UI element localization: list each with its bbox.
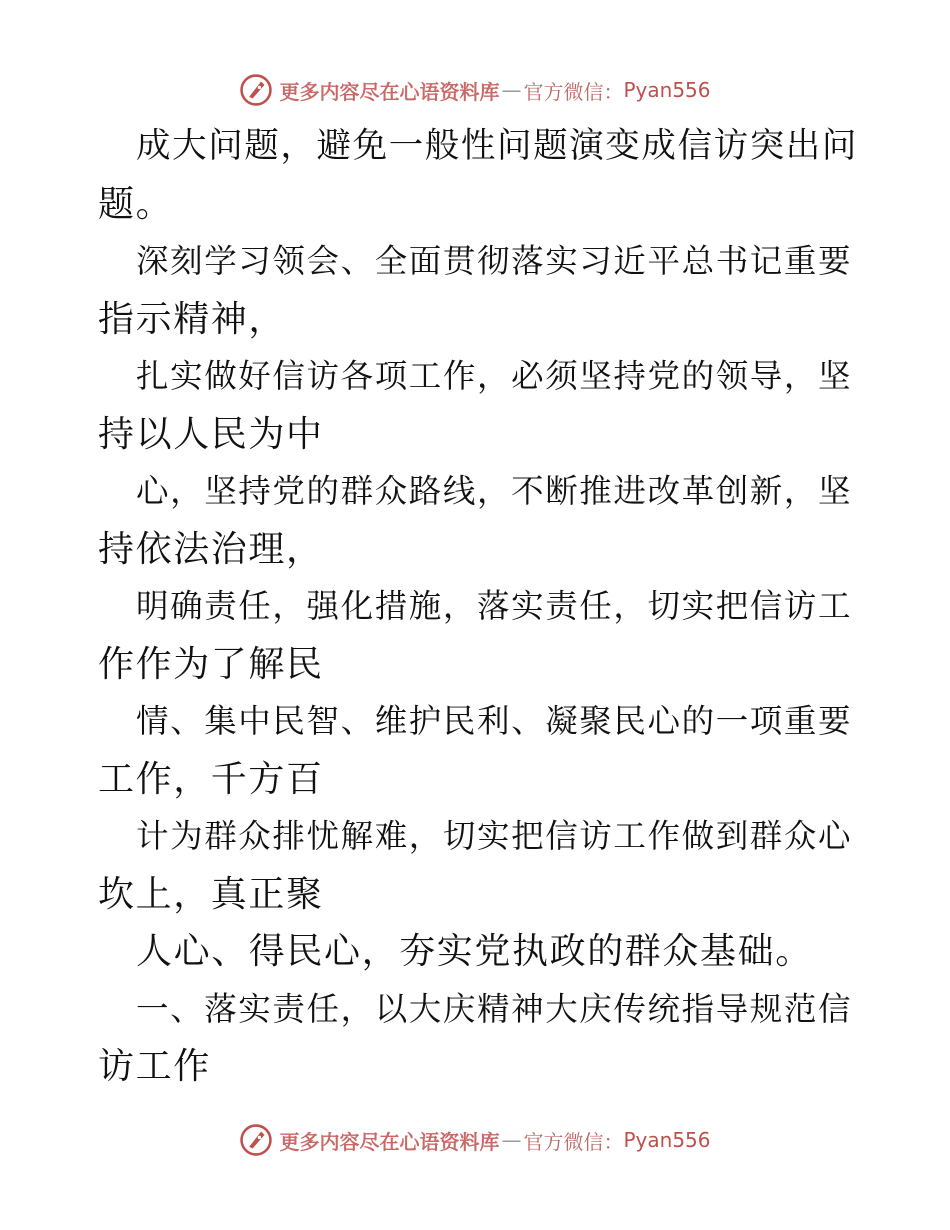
body-line: 工作，千方百 xyxy=(98,758,324,800)
watermark-wechat-id: Pyan556 xyxy=(623,1128,711,1152)
footer-watermark xyxy=(0,1120,950,1160)
body-line: 持依法治理， xyxy=(98,528,324,570)
pen-nib-logo-icon xyxy=(239,1123,273,1157)
document-body xyxy=(98,118,858,1096)
section-heading-line: 访工作 xyxy=(98,1046,211,1087)
watermark-wechat-id: Pyan556 xyxy=(623,78,711,102)
body-line: 指示精神， xyxy=(98,298,287,340)
body-line: 成大问题，避免一般性问题演变成信访突出问 xyxy=(136,126,858,166)
body-line: 坎上，真正聚 xyxy=(98,873,324,915)
body-line: 持以人民为中 xyxy=(98,413,324,455)
body-line: 深刻学习领会、全面贯彻落实习近平总书记重要 xyxy=(136,242,853,280)
body-line: 作作为了解民 xyxy=(98,643,324,685)
watermark-label: 官方微信： xyxy=(523,1129,624,1154)
watermark-label: 官方微信： xyxy=(523,79,624,104)
watermark-dash: — xyxy=(501,1128,522,1152)
section-heading-line: 一、落实责任，以大庆精神大庆传统指导规范信 xyxy=(136,989,853,1028)
watermark-brand-text: 更多内容尽在心语资料库 xyxy=(279,1129,500,1154)
body-line: 计为群众排忧解难，切实把信访工作做到群众心 xyxy=(136,817,853,855)
body-line: 题。 xyxy=(98,183,174,225)
body-line: 人心、得民心，夯实党执政的群众基础。 xyxy=(136,931,813,972)
watermark-dash: — xyxy=(501,78,522,102)
body-line: 心，坚持党的群众路线，不断推进改革创新，坚 xyxy=(136,472,853,510)
body-line: 情、集中民智、维护民利、凝聚民心的一项重要 xyxy=(136,702,853,740)
header-watermark xyxy=(0,70,950,110)
body-line: 扎实做好信访各项工作，必须坚持党的领导，坚 xyxy=(136,357,853,395)
pen-nib-logo-icon xyxy=(239,73,273,107)
watermark-brand-text: 更多内容尽在心语资料库 xyxy=(279,79,500,104)
body-line: 明确责任，强化措施，落实责任，切实把信访工 xyxy=(136,587,853,625)
